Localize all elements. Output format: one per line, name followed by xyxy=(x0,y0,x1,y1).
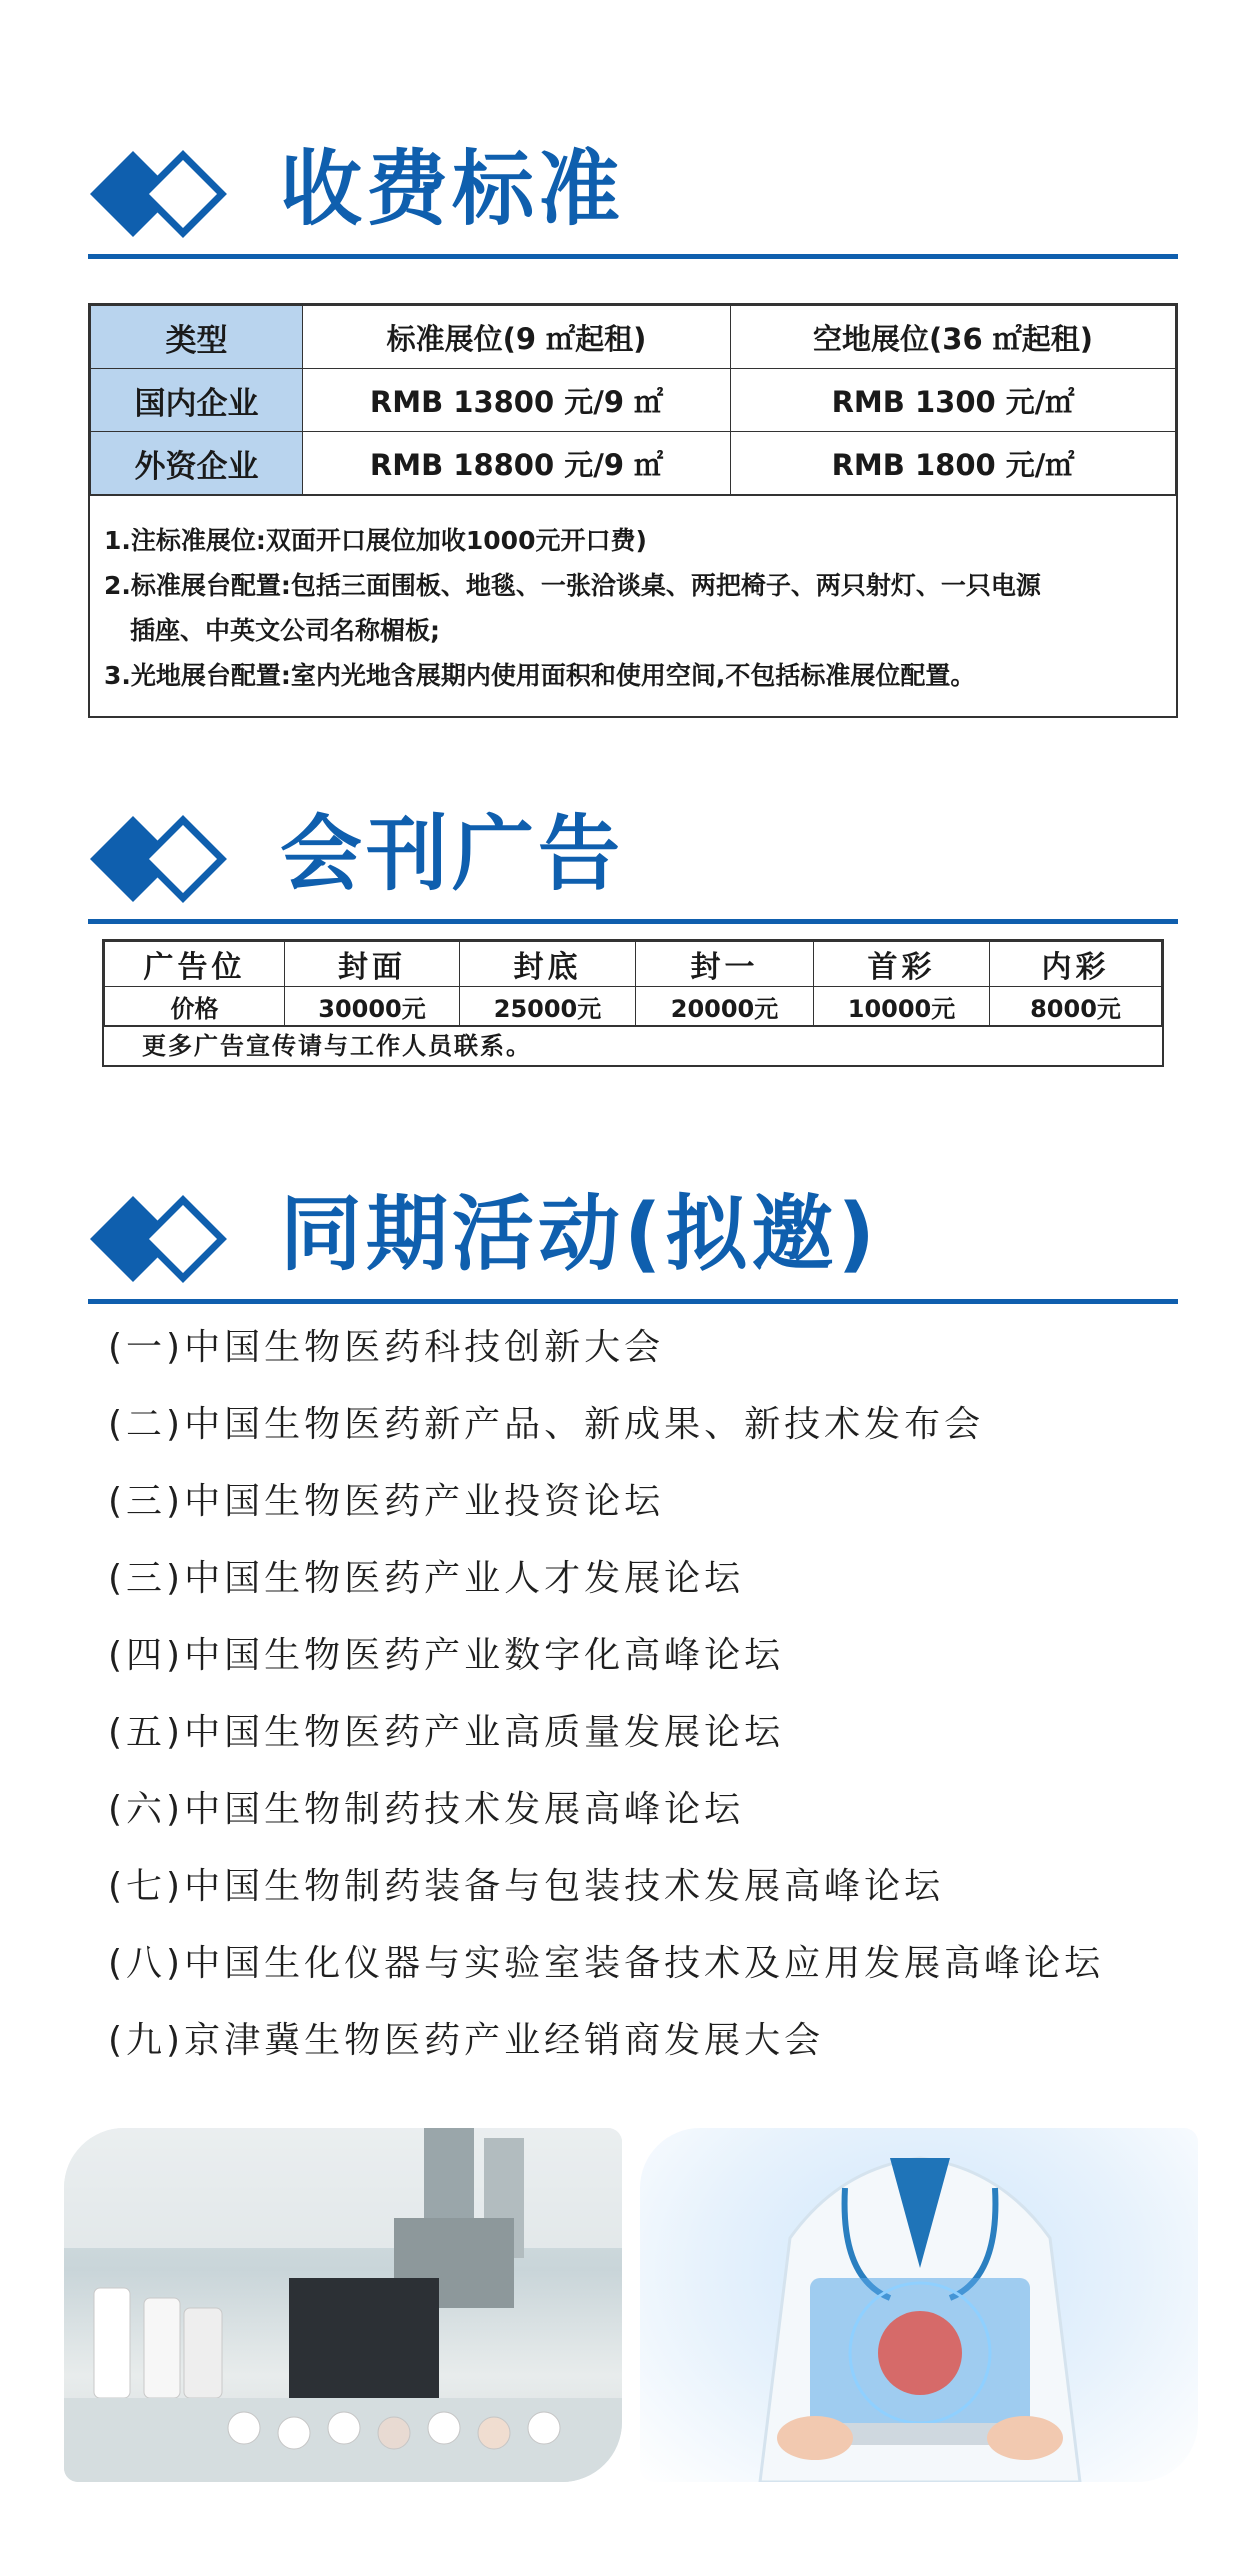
table-row xyxy=(91,369,1176,432)
list-item: (三)中国生物医药产业人才发展论坛 xyxy=(108,1558,745,1599)
section-divider xyxy=(88,919,1178,924)
activities-list xyxy=(108,1320,1104,2090)
fee-row-space: RMB 1300 元/㎡ xyxy=(731,369,1176,432)
fee-note: 1.注标准展位:双面开口展位加收1000元开口费) xyxy=(104,526,647,555)
list-item: (二)中国生物医药新产品、新成果、新技术发布会 xyxy=(108,1404,985,1445)
list-item: (七)中国生物制药装备与包装技术发展高峰论坛 xyxy=(108,1866,945,1907)
fee-table-header xyxy=(91,306,1176,369)
fee-header-space: 空地展位(36 ㎡起租) xyxy=(731,306,1176,369)
ad-price-cell: 价格 xyxy=(105,987,285,1026)
double-diamond-icon xyxy=(88,814,238,904)
ad-price-cell: 10000元 xyxy=(814,987,990,1026)
ad-section-title: 会刊广告 xyxy=(280,807,625,902)
list-item: (三)中国生物医药产业投资论坛 xyxy=(108,1481,665,1522)
fee-row-standard: RMB 13800 元/9 ㎡ xyxy=(303,369,731,432)
ad-contact-note: 更多广告宣传请与工作人员联系。 xyxy=(104,1026,1162,1065)
table-row xyxy=(91,432,1176,495)
fee-table xyxy=(88,303,1178,718)
list-item: (一)中国生物医药科技创新大会 xyxy=(108,1327,665,1368)
ad-table-header xyxy=(105,942,1162,987)
fee-header-standard: 标准展位(9 ㎡起租) xyxy=(303,306,731,369)
ad-header-cell: 内彩 xyxy=(990,942,1162,987)
section-divider xyxy=(88,254,1178,259)
fee-note: 插座、中英文公司名称楣板; xyxy=(130,616,440,645)
list-item: (八)中国生化仪器与实验室装备技术及应用发展高峰论坛 xyxy=(108,1943,1105,1984)
fee-section-header xyxy=(88,135,1178,245)
ad-header-cell: 首彩 xyxy=(814,942,990,987)
ad-price-row xyxy=(105,987,1162,1026)
fee-section-title: 收费标准 xyxy=(280,142,625,237)
ad-table xyxy=(102,939,1164,1067)
section-divider xyxy=(88,1299,1178,1304)
double-diamond-icon xyxy=(88,149,238,239)
lab-equipment-photo xyxy=(64,2128,622,2482)
list-item: (六)中国生物制药技术发展高峰论坛 xyxy=(108,1789,745,1830)
list-item: (九)京津冀生物医药产业经销商发展大会 xyxy=(108,2020,825,2061)
ad-price-cell: 30000元 xyxy=(285,987,460,1026)
fee-notes xyxy=(90,495,1176,716)
fee-row-type: 国内企业 xyxy=(91,369,303,432)
list-item: (四)中国生物医药产业数字化高峰论坛 xyxy=(108,1635,785,1676)
fee-header-type: 类型 xyxy=(91,306,303,369)
ad-header-cell: 广告位 xyxy=(105,942,285,987)
list-item: (五)中国生物医药产业高质量发展论坛 xyxy=(108,1712,785,1753)
double-diamond-icon xyxy=(88,1194,238,1284)
activities-section-title: 同期活动(拟邀) xyxy=(280,1187,879,1282)
ad-section-header xyxy=(88,800,1178,910)
fee-note: 2.标准展台配置:包括三面围板、地毯、一张洽谈桌、两把椅子、两只射灯、一只电源 xyxy=(104,571,1041,600)
fee-row-space: RMB 1800 元/㎡ xyxy=(731,432,1176,495)
fee-note: 3.光地展台配置:室内光地含展期内使用面积和使用空间,不包括标准展位配置。 xyxy=(104,661,976,690)
ad-price-cell: 20000元 xyxy=(636,987,814,1026)
fee-row-standard: RMB 18800 元/9 ㎡ xyxy=(303,432,731,495)
ad-header-cell: 封底 xyxy=(460,942,636,987)
ad-header-cell: 封一 xyxy=(636,942,814,987)
fee-row-type: 外资企业 xyxy=(91,432,303,495)
activities-section-header xyxy=(88,1180,1178,1290)
ad-price-cell: 25000元 xyxy=(460,987,636,1026)
doctor-tablet-photo xyxy=(640,2128,1198,2482)
ad-header-cell: 封面 xyxy=(285,942,460,987)
ad-price-cell: 8000元 xyxy=(990,987,1162,1026)
